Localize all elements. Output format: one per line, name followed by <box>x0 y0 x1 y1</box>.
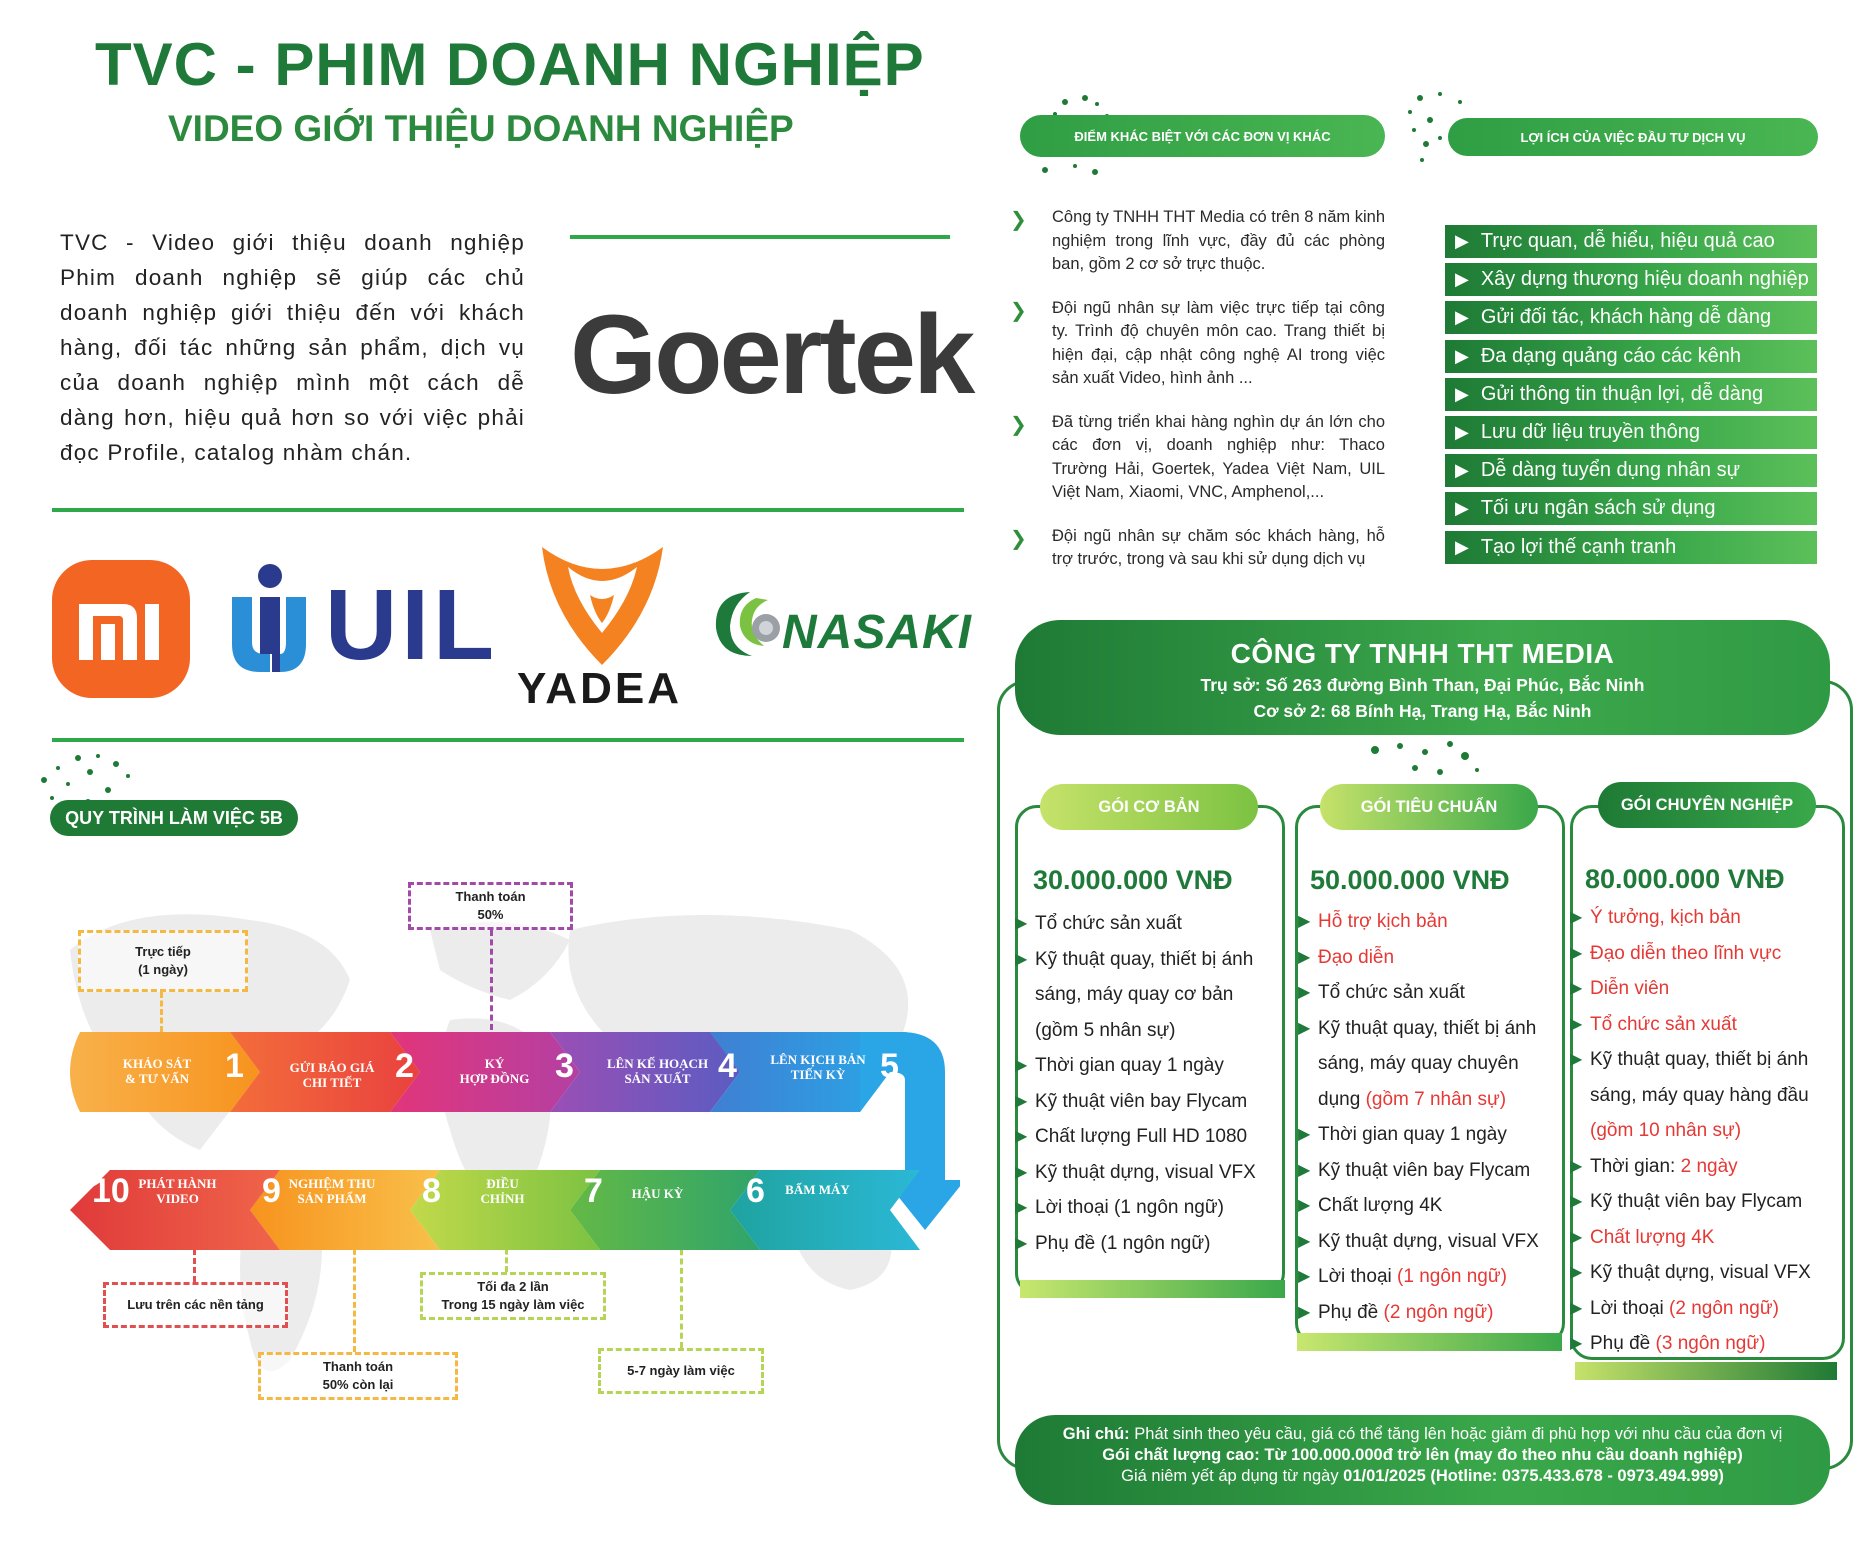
feature-item: ▶ Chất lượng 4K <box>1570 1220 1811 1256</box>
intro-paragraph: TVC - Video giới thiệu doanh nghiệp Phim doanh nghiệp sẽ giúp các chủ doanh nghiệp giới thiệu đến với khách hàng, đối tác những sản phẩm, dịch vụ của doanh nghiệp mình một cách dễ dàng hơn, hiệu quả hơn so với việc phải đọc Profile, catalog nhàm chán. <box>60 230 525 465</box>
process-step-2: GỬI BÁO GIÁ CHI TIẾT <box>289 1060 375 1090</box>
feature-item: ▶ Lời thoại (1 ngôn ngữ) <box>1298 1259 1539 1295</box>
list-item: ❯ Đã từng triển khai hàng nghìn dự án lớn cho các đơn vị, doanh nghiệp như: Thaco Trường Hải, Goertek, Yadea Việt Nam, UIL Việt Nam, Xiaomi, VNC, Amphenol,... <box>1010 412 1385 501</box>
step-number: 5 <box>880 1047 899 1085</box>
note-line: Ghi chú: Phát sinh theo yêu cầu, giá có thể tăng lên hoặc giảm đi phù hợp với nhu cầu của đơn vị <box>1062 1425 1783 1443</box>
benefit-item: ▶ Dễ dàng tuyển dụng nhân sự <box>1445 454 1817 487</box>
triangle-right-icon: ▶ <box>1570 909 1583 926</box>
feature-item: ▶ Chất lượng Full HD 1080 <box>1015 1119 1256 1155</box>
feature-item: ▶ Ý tưởng, kịch bản <box>1570 900 1811 936</box>
step-number: 8 <box>422 1172 441 1210</box>
step-number: 10 <box>92 1172 130 1210</box>
step-number: 6 <box>746 1172 765 1210</box>
feature-item: ▶ Kỹ thuật dựng, visual VFX <box>1570 1255 1811 1291</box>
triangle-right-icon: ▶ <box>1570 980 1583 997</box>
feature-item: sáng, máy quay cơ bản <box>1035 984 1234 1005</box>
package-standard-pill: GÓI TIÊU CHUẨN <box>1320 784 1538 830</box>
feature-item: ▶ Đạo diễn theo lĩnh vực <box>1570 936 1811 972</box>
package-bar <box>1020 1280 1285 1298</box>
step-number: 1 <box>225 1047 244 1085</box>
process-step-3: KÝ HỢP ĐỒNG <box>459 1056 530 1086</box>
feature-item: ▶ Diễn viên <box>1570 971 1811 1007</box>
step-number: 3 <box>555 1047 574 1085</box>
triangle-right-icon: ▶ <box>1298 913 1311 930</box>
benefit-item: ▶ Trực quan, dễ hiểu, hiệu quả cao <box>1445 225 1817 258</box>
feature-item: ▶ Phụ đề (3 ngôn ngữ) <box>1570 1326 1811 1362</box>
callout-box: Trực tiếp (1 ngày) <box>78 930 248 992</box>
triangle-right-icon: ▶ <box>1298 984 1311 1001</box>
process-step-5: LÊN KỊCH BẢN TIẾN KỲ <box>770 1052 866 1082</box>
callout-box: Lưu trên các nền tảng <box>103 1282 288 1328</box>
goertek-logo: Goertek <box>570 292 973 417</box>
package-pro-features <box>1570 900 1811 1362</box>
package-basic-features <box>1015 906 1256 1261</box>
process-step-10: PHÁT HÀNH VIDEO <box>138 1176 217 1206</box>
pricing-note <box>1015 1415 1830 1505</box>
feature-item: ▶ Thời gian: 2 ngày <box>1570 1149 1811 1185</box>
benefit-item: ▶ Tối ưu ngân sách sử dụng <box>1445 492 1817 525</box>
divider <box>52 508 964 512</box>
chevron-right-icon: ❯ <box>1010 209 1027 231</box>
triangle-right-icon: ▶ <box>1570 1193 1583 1210</box>
feature-item: ▶ Chất lượng 4K <box>1298 1188 1539 1224</box>
step-number: 2 <box>395 1047 414 1085</box>
benefit-item: ▶ Đa dạng quảng cáo các kênh <box>1445 340 1817 373</box>
feature-item: ▶ Kỹ thuật viên bay Flycam <box>1570 1184 1811 1220</box>
divider <box>570 235 950 239</box>
package-pro-price: 80.000.000 VNĐ <box>1585 864 1785 894</box>
triangle-right-icon: ▶ <box>1298 1303 1311 1321</box>
triangle-right-icon: ▶ <box>1298 1126 1311 1143</box>
feature-item: ▶ Lời thoại (1 ngôn ngữ) <box>1015 1190 1256 1226</box>
step-number: 7 <box>584 1172 603 1210</box>
feature-item: ▶ Kỹ thuật dựng, visual VFX <box>1298 1224 1539 1260</box>
nasaki-logo-text: NASAKI <box>782 606 973 659</box>
process-step-4: LÊN KẾ HOẠCH SẢN XUẤT <box>606 1056 709 1086</box>
callout-box: 5-7 ngày làm việc <box>598 1348 764 1394</box>
process-title: QUY TRÌNH LÀM VIỆC 5B <box>50 800 298 836</box>
company-name: CÔNG TY TNHH THT MEDIA <box>1230 638 1615 669</box>
benefits-pill: LỢI ÍCH CỦA VIỆC ĐẦU TƯ DỊCH VỤ <box>1448 118 1818 156</box>
chevron-right-icon: ❯ <box>1010 527 1027 550</box>
feature-item: (gồm 10 nhân sự) <box>1590 1120 1742 1141</box>
xiaomi-logo <box>52 560 190 698</box>
triangle-right-icon: ▶ <box>1570 1264 1583 1281</box>
triangle-right-icon: ▶ <box>1455 383 1469 404</box>
company-address: Cơ sở 2: 68 Bính Hạ, Trang Hạ, Bắc Ninh <box>1253 701 1592 721</box>
feature-item: ▶ Thời gian quay 1 ngày <box>1015 1048 1256 1084</box>
note-line: Giá niêm yết áp dụng từ ngày 01/01/2025 (Hotline: 0375.433.678 - 0973.494.999) <box>1121 1467 1724 1485</box>
triangle-right-icon: ▶ <box>1570 944 1583 962</box>
list-item: ❯ Đội ngũ nhân sự làm việc trực tiếp tại công ty. Trình độ chuyên môn cao. Trang thiết bị hiện đại, cập nhật công nghệ AI trong việc sản xuất Video, hình ảnh ... <box>1010 298 1385 387</box>
feature-item: ▶ Phụ đề (1 ngôn ngữ) <box>1015 1226 1256 1262</box>
page-title: TVC - PHIM DOANH NGHIỆP <box>95 31 925 98</box>
process-step-1: KHẢO SÁT & TƯ VẤN <box>122 1056 192 1086</box>
differences-pill: ĐIỂM KHÁC BIỆT VỚI CÁC ĐƠN VỊ KHÁC <box>1020 115 1385 157</box>
package-standard-price: 50.000.000 VNĐ <box>1310 865 1510 895</box>
company-banner <box>1015 620 1830 735</box>
triangle-right-icon: ▶ <box>1570 1157 1583 1175</box>
triangle-right-icon: ▶ <box>1455 421 1469 442</box>
chevron-right-icon: ❯ <box>1010 413 1027 436</box>
package-bar <box>1297 1333 1562 1351</box>
triangle-right-icon: ▶ <box>1015 1199 1028 1216</box>
triangle-right-icon: ▶ <box>1570 1299 1583 1317</box>
package-pro-pill: GÓI CHUYÊN NGHIỆP <box>1598 782 1816 828</box>
divider <box>52 738 964 742</box>
callout-box: Tối đa 2 lần Trong 15 ngày làm việc <box>420 1272 606 1320</box>
benefit-item: ▶ Lưu dữ liệu truyền thông <box>1445 416 1817 449</box>
triangle-right-icon: ▶ <box>1015 915 1028 932</box>
page-subtitle: VIDEO GIỚI THIỆU DOANH NGHIỆP <box>168 108 794 149</box>
chevron-right-icon: ❯ <box>1010 299 1027 322</box>
note-line: Gói chất lượng cao: Từ 100.000.000đ trở lên (may đo theo nhu cầu doanh nghiệp) <box>1102 1446 1743 1464</box>
differences-list <box>1010 206 1385 592</box>
mi-icon <box>71 594 171 664</box>
triangle-right-icon: ▶ <box>1298 1268 1311 1285</box>
step-number: 4 <box>718 1047 737 1085</box>
triangle-right-icon: ▶ <box>1298 948 1311 966</box>
triangle-right-icon: ▶ <box>1298 1019 1311 1037</box>
feature-item: ▶ Kỹ thuật quay, thiết bị ánh <box>1298 1011 1539 1047</box>
benefit-item: ▶ Gửi thông tin thuận lợi, dễ dàng <box>1445 378 1817 411</box>
feature-item: (gồm 5 nhân sự) <box>1035 1019 1176 1041</box>
triangle-right-icon: ▶ <box>1298 1161 1311 1179</box>
step-number: 9 <box>262 1172 281 1210</box>
benefit-item: ▶ Gửi đối tác, khách hàng dễ dàng <box>1445 301 1817 334</box>
feature-item: sáng, máy quay hàng đầu <box>1590 1084 1809 1106</box>
triangle-right-icon: ▶ <box>1455 536 1469 557</box>
benefit-item: ▶ Xây dựng thương hiệu doanh nghiệp <box>1445 263 1817 296</box>
triangle-right-icon: ▶ <box>1015 1057 1028 1074</box>
feature-item: ▶ Kỹ thuật viên bay Flycam <box>1298 1153 1539 1189</box>
list-item: ❯ Công ty TNHH THT Media có trên 8 năm kinh nghiệm trong lĩnh vực, đầy đủ các phòng ban, gồm 2 cơ sở trực thuộc. <box>1010 208 1385 273</box>
triangle-right-icon: ▶ <box>1455 231 1469 251</box>
triangle-right-icon: ▶ <box>1570 1228 1583 1246</box>
package-bar <box>1575 1362 1837 1380</box>
process-step-6: BẤM MÁY <box>785 1182 850 1197</box>
connector-line <box>490 930 493 1030</box>
process-step-9: NGHIỆM THU SẢN PHẨM <box>288 1176 376 1206</box>
benefits-list <box>1445 225 1817 569</box>
feature-item: ▶ Đạo diễn <box>1298 940 1539 976</box>
triangle-right-icon: ▶ <box>1298 1232 1311 1250</box>
yadea-logo-text: YADEA <box>517 664 682 713</box>
triangle-right-icon: ▶ <box>1015 1163 1028 1181</box>
triangle-right-icon: ▶ <box>1455 345 1469 366</box>
callout-box: Thanh toán 50% <box>408 882 573 930</box>
triangle-right-icon: ▶ <box>1570 1335 1583 1352</box>
feature-item: ▶ Phụ đề (2 ngôn ngữ) <box>1298 1295 1539 1331</box>
triangle-right-icon: ▶ <box>1015 950 1028 968</box>
triangle-right-icon: ▶ <box>1570 1051 1583 1068</box>
yadea-logo-mark <box>540 543 665 673</box>
triangle-right-icon: ▶ <box>1570 1015 1583 1033</box>
feature-item: ▶ Thời gian quay 1 ngày <box>1298 1117 1539 1153</box>
feature-item: sáng, máy quay chuyên <box>1318 1053 1519 1074</box>
triangle-right-icon: ▶ <box>1455 307 1469 328</box>
feature-item: ▶ Kỹ thuật viên bay Flycam <box>1015 1084 1256 1120</box>
feature-item: ▶ Tổ chức sản xuất <box>1015 906 1256 942</box>
triangle-right-icon: ▶ <box>1455 269 1469 290</box>
feature-item: ▶ Kỹ thuật quay, thiết bị ánh <box>1015 942 1256 978</box>
list-item: ❯ Đội ngũ nhân sự chăm sóc khách hàng, hỗ trợ trước, trong và sau khi sử dụng dịch vụ <box>1010 526 1385 568</box>
triangle-right-icon: ▶ <box>1455 460 1469 481</box>
feature-item: ▶ Tổ chức sản xuất <box>1570 1007 1811 1043</box>
triangle-right-icon: ▶ <box>1298 1197 1311 1214</box>
uil-logo-mark <box>230 562 320 677</box>
triangle-right-icon: ▶ <box>1455 498 1469 519</box>
nasaki-logo-mark <box>710 588 790 665</box>
package-standard-features <box>1298 904 1539 1330</box>
uil-logo-text: UIL <box>325 569 499 681</box>
feature-item: ▶ Hỗ trợ kịch bản <box>1298 904 1539 940</box>
feature-item: ▶ Kỹ thuật quay, thiết bị ánh <box>1570 1042 1811 1078</box>
triangle-right-icon: ▶ <box>1015 1234 1028 1252</box>
feature-item: ▶ Tổ chức sản xuất <box>1298 975 1539 1011</box>
triangle-right-icon: ▶ <box>1015 1128 1028 1145</box>
benefit-item: ▶ Tạo lợi thế cạnh tranh <box>1445 531 1817 564</box>
feature-item: ▶ Kỹ thuật dựng, visual VFX <box>1015 1155 1256 1191</box>
process-step-7: HẬU KỲ <box>631 1186 684 1201</box>
callout-box: Thanh toán 50% còn lại <box>258 1352 458 1400</box>
process-step-8: ĐIỀU CHỈNH <box>480 1176 525 1206</box>
feature-item: ▶ Lời thoại (2 ngôn ngữ) <box>1570 1291 1811 1327</box>
package-basic-pill: GÓI CƠ BẢN <box>1040 784 1258 830</box>
dots-decoration <box>1355 738 1495 783</box>
triangle-right-icon: ▶ <box>1015 1092 1028 1110</box>
package-basic-price: 30.000.000 VNĐ <box>1033 865 1233 895</box>
feature-item: dụng (gồm 7 nhân sự) <box>1318 1088 1507 1110</box>
company-address: Trụ sở: Số 263 đường Bình Than, Đại Phúc, Bắc Ninh <box>1200 675 1645 695</box>
